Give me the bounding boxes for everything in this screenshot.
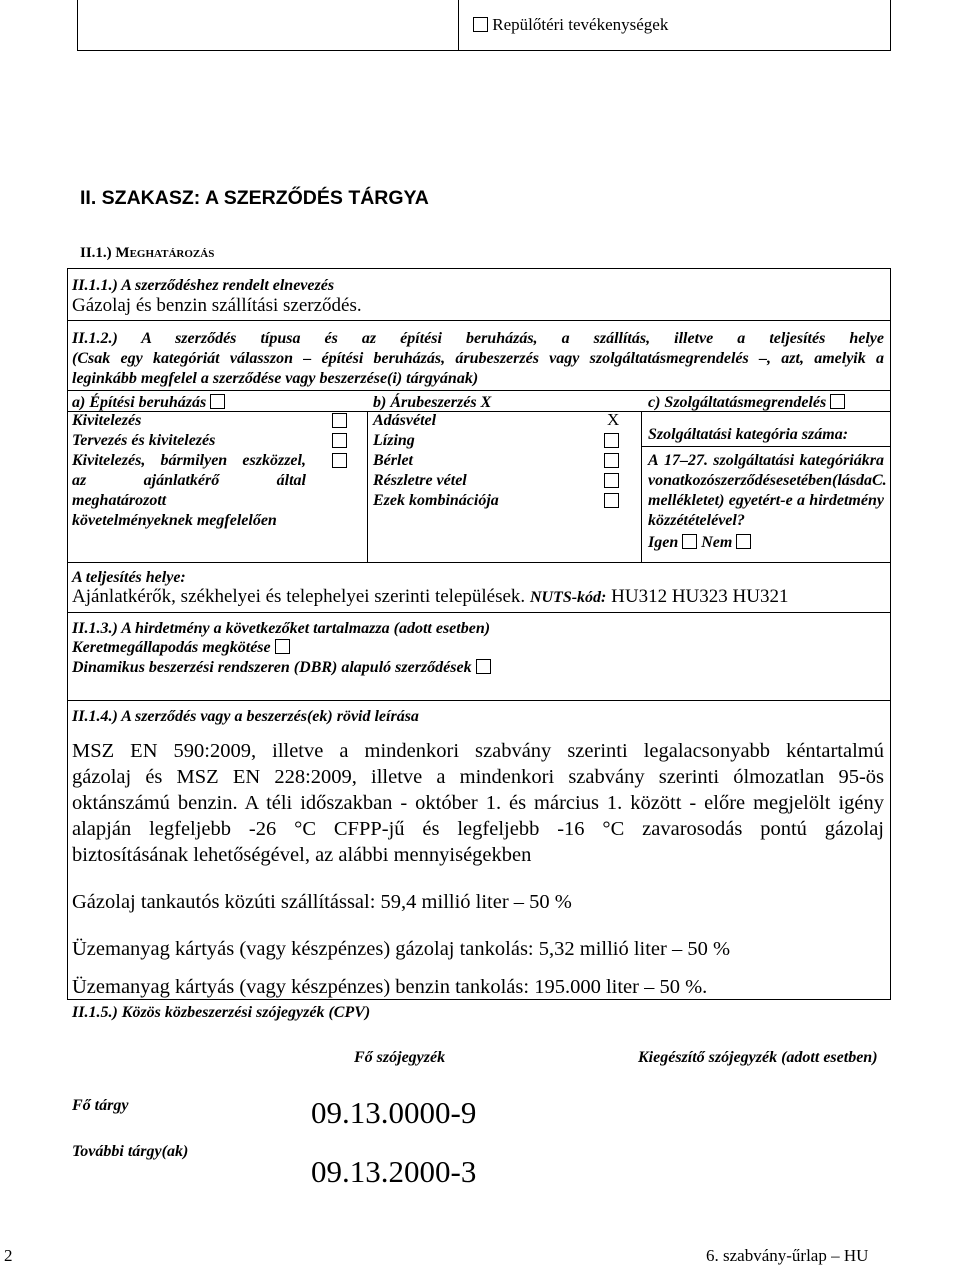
description-line-4: alapján legfeljebb -26 °C CFPP-jű és legfeljebb -16 °C zavarosodás pontú gázolaj <box>72 818 884 840</box>
works-item-execution: Kivitelezés <box>72 412 142 429</box>
supplies-rental-checkbox[interactable] <box>604 453 619 468</box>
framework-agreement: Keretmegállapodás megkötése <box>72 638 290 658</box>
contract-type-heading: II.1.2.) A szerződés típusa és az építési beruházás, a szállítás, illetve a teljesítés helye <box>72 330 884 347</box>
works-any-means-checkbox[interactable] <box>332 453 347 468</box>
no-checkbox[interactable] <box>736 534 751 549</box>
services-checkbox[interactable] <box>830 394 845 409</box>
contract-type-note-2: leginkább megfelel a szerződése vagy beszerzése(i) tárgyának) <box>72 370 479 387</box>
airport-activities-option <box>473 15 668 35</box>
services-header: c) Szolgáltatásmegrendelés <box>648 393 845 413</box>
supplies-combination-checkbox[interactable] <box>604 493 619 508</box>
description-line-3: oktánszámú benzin. A téli időszakban - október 1. és március 1. között - előre megjelölt igény <box>72 792 884 814</box>
description-line-2: gázolaj és MSZ EN 228:2009, illetve a mindenkori szabvány szerinti ólmozatlan 95-ös <box>72 766 884 788</box>
quantity-petrol-card: Üzemanyag kártyás (vagy készpénzes) benzin tankolás: 195.000 liter – 50 %. <box>72 976 708 998</box>
supplies-header: b) Árubeszerzés X <box>373 394 492 411</box>
service-question-2: vonatkozó szerződés esetében (lásd a C. <box>648 472 887 489</box>
supplies-item-lease: Lízing <box>373 432 415 449</box>
works-item-any-means-2: az ajánlatkérő által <box>72 472 306 489</box>
cpv-label: II.1.5.) Közös közbeszerzési szójegyzék (CPV) <box>72 1004 371 1021</box>
page-number: 2 <box>4 1246 13 1265</box>
short-description-label: II.1.4.) A szerződés vagy a beszerzés(ek) rövid leírása <box>72 708 419 725</box>
cpv-other-objects-label: További tárgy(ak) <box>72 1143 189 1160</box>
service-category-label: Szolgáltatási kategória száma: <box>648 426 849 443</box>
dps-checkbox[interactable] <box>476 659 491 674</box>
section-title: II. SZAKASZ: A SZERZŐDÉS TÁRGYA <box>80 187 429 209</box>
description-line-1: MSZ EN 590:2009, illetve a mindenkori szabvány szerinti legalacsonyabb kéntartalmú <box>72 740 884 762</box>
service-question-3: mellékletet) egyetért-e a hirdetmény <box>648 492 884 509</box>
works-item-any-means-3: meghatározott <box>72 492 167 509</box>
supplies-lease-checkbox[interactable] <box>604 433 619 448</box>
cpv-main-object-value: 09.13.0000-9 <box>311 1095 477 1130</box>
supplies-item-rental: Bérlet <box>373 452 413 469</box>
supplies-item-hire-purchase: Részletre vétel <box>373 472 467 489</box>
contract-name-value: Gázolaj és benzin szállítási szerződés. <box>72 295 362 316</box>
notice-contains-label: II.1.3.) A hirdetmény a következőket tartalmazza (adott esetben) <box>72 620 491 637</box>
dps-contracts: Dinamikus beszerzési rendszeren (DBR) alapuló szerződések <box>72 658 491 678</box>
cpv-other-objects-value: 09.13.2000-3 <box>311 1154 477 1189</box>
works-item-design-execution: Tervezés és kivitelezés <box>72 432 216 449</box>
supplies-hire-purchase-checkbox[interactable] <box>604 473 619 488</box>
place-value: Ajánlatkérők, székhelyei és telephelyei szerinti települések. <box>72 586 526 607</box>
yes-checkbox[interactable] <box>682 534 697 549</box>
quantity-diesel-tanker: Gázolaj tankautós közúti szállítással: 59,4 millió liter – 50 % <box>72 891 572 913</box>
cpv-main-object-label: Fő tárgy <box>72 1097 129 1114</box>
service-yes-no: Igen Nem <box>648 533 751 553</box>
works-design-checkbox[interactable] <box>332 433 347 448</box>
nuts-label: NUTS-kód: <box>529 589 607 606</box>
cpv-supplementary-header: Kiegészítő szójegyzék (adott esetben) <box>638 1049 878 1066</box>
works-execution-checkbox[interactable] <box>332 413 347 428</box>
works-header: a) Építési beruházás <box>72 393 225 413</box>
supplies-item-purchase: Adásvétel <box>373 412 437 429</box>
contract-type-note-1: (Csak egy kategóriát válasszon – építési beruházás, árubeszerzés vagy szolgáltatásmegrendelés –, azt, amelyik a <box>72 350 884 367</box>
supplies-item-combination: Ezek kombinációja <box>373 492 499 509</box>
supplies-purchase-mark: X <box>607 410 620 429</box>
contract-name-label: II.1.1.) A szerződéshez rendelt elnevezés <box>72 277 335 294</box>
description-line-5: biztosításának lehetőségével, az alábbi mennyiségekben <box>72 844 532 866</box>
airport-activities-checkbox[interactable] <box>473 17 488 32</box>
nuts-value: HU312 HU323 HU321 <box>611 586 789 607</box>
service-question-4: közzétételével? <box>648 512 745 529</box>
service-question-1: A 17–27. szolgáltatási kategóriákra <box>648 452 884 469</box>
framework-checkbox[interactable] <box>275 639 290 654</box>
airport-activities-label: Repülőtéri tevékenységek <box>492 15 669 34</box>
subsection-title: II.1.) Meghatározás <box>80 245 215 261</box>
form-name: 6. szabvány-űrlap – HU <box>706 1246 869 1265</box>
works-checkbox[interactable] <box>210 394 225 409</box>
place-row <box>72 586 788 609</box>
cpv-main-vocab-header: Fő szójegyzék <box>354 1049 446 1066</box>
quantity-diesel-card: Üzemanyag kártyás (vagy készpénzes) gázolaj tankolás: 5,32 millió liter – 50 % <box>72 938 731 960</box>
works-item-any-means-4: követelményeknek megfelelően <box>72 512 277 529</box>
place-label: A teljesítés helye: <box>72 569 186 586</box>
works-item-any-means-1: Kivitelezés, bármilyen eszközzel, <box>72 452 306 469</box>
